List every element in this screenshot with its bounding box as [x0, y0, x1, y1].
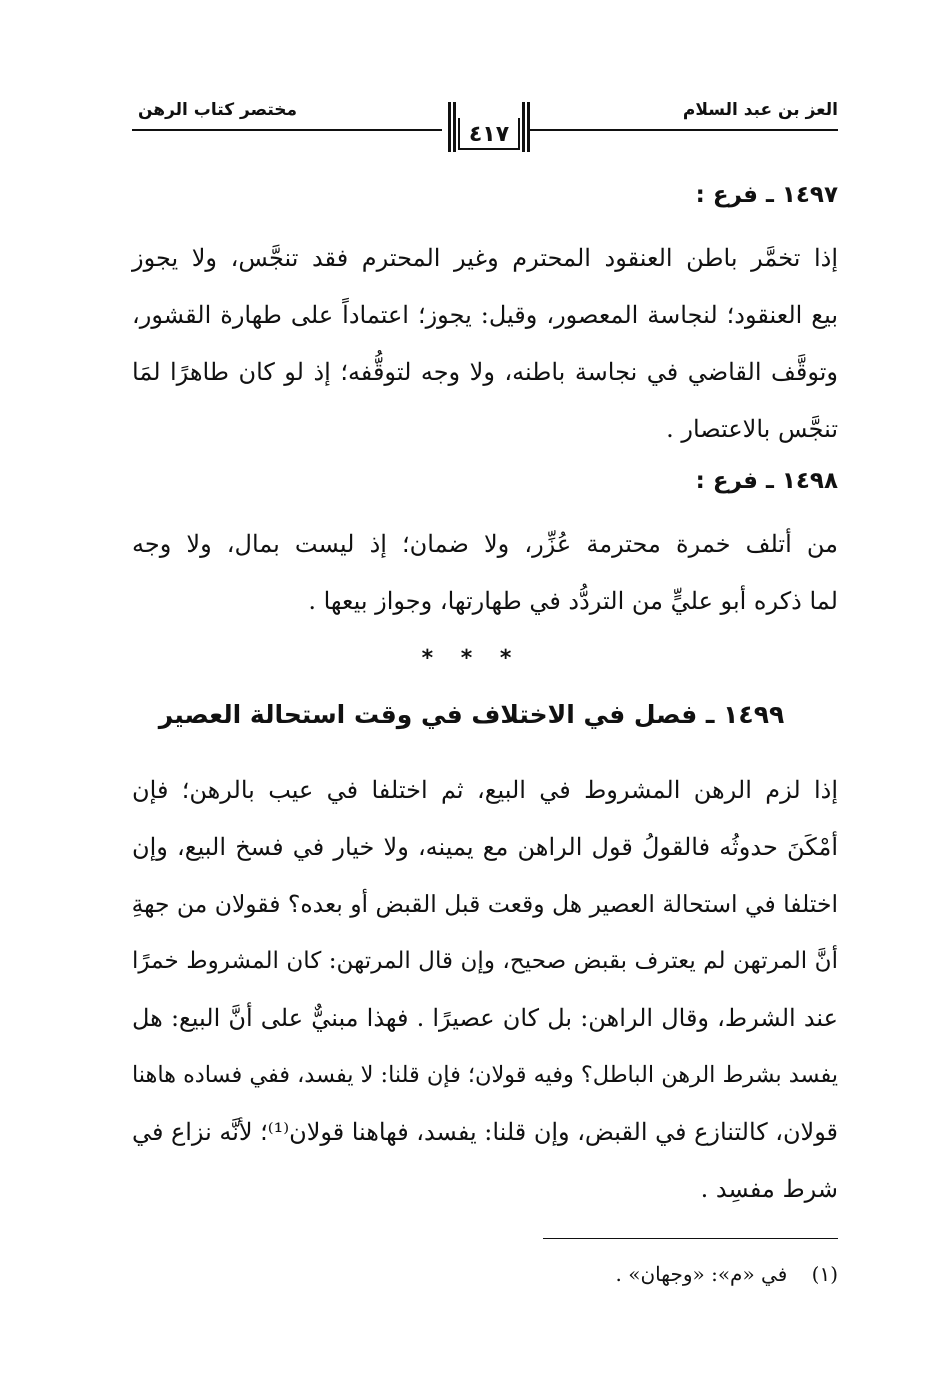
page-number-frame [448, 98, 530, 152]
page-number: ٤١٧ [468, 122, 510, 147]
text-line: يفسد بشرط الرهن الباطل؟ وفيه قولان؛ فإن قلنا: لا يفسد، ففي فساده هاهنا [132, 1062, 838, 1088]
text-line: إذا لزم الرهن المشروط في البيع، ثم اختلفا في عيب بالرهن؛ فإن [132, 776, 839, 804]
text-line: وتوقَّف القاضي في نجاسة باطنه، ولا وجه لتوقُّفه؛ إذ لو كان طاهرًا لمَا [132, 358, 838, 386]
footnote-rule [543, 1238, 838, 1239]
header-rule-left [132, 129, 442, 131]
branch-heading-1498: ١٤٩٨ ـ فرع : [695, 468, 838, 494]
branch-1498-paragraph [132, 524, 838, 638]
text-line: إذا تخمَّر باطن العنقود المحترم وغير المحترم فقد تنجَّس، ولا يجوز [132, 244, 838, 272]
header-book-title: مختصر كتاب الرهن [138, 100, 298, 120]
text-line: عند الشرط، وقال الراهن: بل كان عصيرًا . فهذا مبنيٌّ على أنَّ البيع: هل [132, 1004, 838, 1032]
footnote-text: في «م»: «وجهان» . [615, 1262, 788, 1286]
text-line: تنجَّس بالاعتصار . [666, 415, 838, 443]
footnote-marker: (١) [811, 1262, 838, 1286]
asterisk-separator: * * * [421, 646, 522, 671]
section-1499-paragraph [132, 770, 838, 1226]
text-line: من أتلف خمرة محترمة عُزِّر، ولا ضمان؛ إذ ليست بمال، ولا وجه [132, 530, 838, 558]
text-line: لما ذكره أبو عليٍّ من التردُّد في طهارتها، وجواز بيعها . [308, 587, 838, 615]
text-line: أنَّ المرتهن لم يعترف بقبض صحيح، وإن قال المرتهن: كان المشروط خمرًا [132, 948, 838, 974]
section-title-1499: ١٤٩٩ ـ فصل في الاختلاف في وقت استحالة العصير [158, 700, 785, 729]
text-line: شرط مفسِد . [700, 1175, 838, 1203]
running-header [132, 98, 838, 158]
text-line: أمْكَنَ حدوثُه فالقولُ قول الراهن مع يمينه، ولا خيار في فسخ البيع، وإن [132, 833, 838, 861]
text-line: اختلفا في استحالة العصير هل وقعت قبل القبض أو بعده؟ فقولان من جهةِ [131, 890, 838, 918]
branch-1497-paragraph [132, 238, 838, 466]
footnote [616, 1262, 838, 1286]
text-line: بيع العنقود؛ لنجاسة المعصور، وقيل: يجوز؛ اعتماداً على طهارة القشور، [132, 301, 838, 329]
header-author: العز بن عبد السلام [682, 100, 838, 120]
header-rule-right [528, 129, 838, 131]
text-line: قولان، كالتنازع في القبض، وإن قلنا: يفسد، فهاهنا قولان⁽¹⁾؛ لأنَّه نزاع في [132, 1118, 838, 1146]
branch-heading-1497: ١٤٩٧ ـ فرع : [695, 182, 838, 208]
